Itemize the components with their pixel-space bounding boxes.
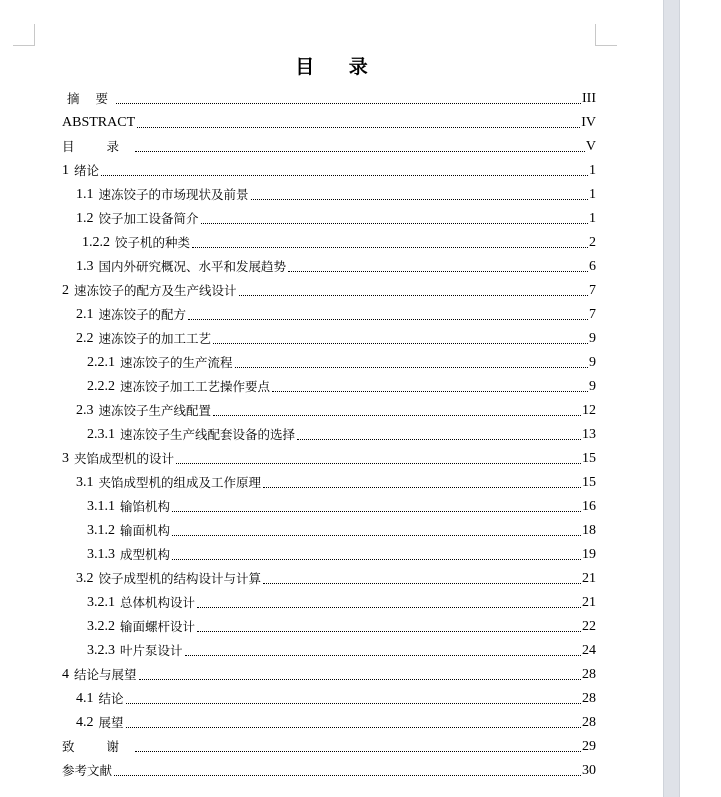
toc-entry-page-number: III <box>582 91 596 106</box>
toc-entry[interactable] <box>62 710 596 734</box>
toc-entry-page-number: 21 <box>582 571 596 586</box>
toc-entry-number: 2.2.1 <box>87 355 115 370</box>
dot-leader <box>176 462 581 464</box>
dot-leader <box>297 438 581 440</box>
dot-leader <box>192 246 588 248</box>
dot-leader <box>263 486 581 488</box>
toc-entry-number: 2.3 <box>76 403 94 418</box>
dot-leader <box>101 174 588 176</box>
toc-entry[interactable] <box>62 518 596 542</box>
toc-entry[interactable] <box>62 110 596 134</box>
dot-leader <box>139 678 581 680</box>
toc-entry-label: 输面机构 <box>120 523 171 538</box>
right-background <box>680 0 721 797</box>
toc-entry-page-number: 21 <box>582 595 596 610</box>
toc-entry-number: 3.2 <box>76 571 94 586</box>
toc-entry[interactable] <box>62 302 596 326</box>
toc-entry-label: 输馅机构 <box>120 499 171 514</box>
toc-entry-number: 3.2.1 <box>87 595 115 610</box>
toc-entry[interactable] <box>62 758 596 782</box>
toc-entry-label: 目 录 <box>62 139 133 154</box>
toc-entry[interactable] <box>62 542 596 566</box>
toc-entry-number: 4 <box>62 667 69 682</box>
toc-entry-label: 国内外研究概况、水平和发展趋势 <box>98 259 287 274</box>
toc-entry-label: 结论与展望 <box>74 667 137 682</box>
toc-entry-number: 3.1.2 <box>87 523 115 538</box>
dot-leader <box>137 126 580 128</box>
dot-leader <box>201 222 588 224</box>
toc-entry-label: 速冻饺子的加工工艺 <box>98 331 212 346</box>
dot-leader <box>188 318 588 320</box>
toc-entry-page-number: 1 <box>589 187 596 202</box>
toc-entry-label: 总体机构设计 <box>120 595 196 610</box>
toc-entry-page-number: V <box>585 139 596 154</box>
toc-entry[interactable] <box>62 734 596 758</box>
toc-entry-number: 3.1.3 <box>87 547 115 562</box>
toc-entry-label: 速冻饺子生产线配套设备的选择 <box>120 427 296 442</box>
dot-leader <box>197 630 581 632</box>
toc-entry-page-number: 28 <box>582 715 596 730</box>
dot-leader <box>197 606 581 608</box>
page-gutter <box>663 0 680 797</box>
toc-entry-label: 夹馅成型机的组成及工作原理 <box>98 475 262 490</box>
toc-entry-page-number: 1 <box>589 163 596 178</box>
toc-entry-number: 3.1 <box>76 475 94 490</box>
dot-leader <box>263 582 581 584</box>
toc-entry-label: 饺子机的种类 <box>115 235 191 250</box>
toc-entry-page-number: 12 <box>582 403 596 418</box>
toc-entry-page-number: 28 <box>582 667 596 682</box>
toc-entry-page-number: 19 <box>582 547 596 562</box>
toc-entry[interactable] <box>62 350 596 374</box>
dot-leader <box>239 294 588 296</box>
toc-entry-number: 3.2.3 <box>87 643 115 658</box>
toc-entry-number: 4.2 <box>76 715 94 730</box>
dot-leader <box>213 414 581 416</box>
dot-leader <box>126 726 581 728</box>
toc-entry-page-number: 6 <box>589 259 596 274</box>
toc-title: 目 录 <box>295 56 382 78</box>
toc-entry-label: 致 谢 <box>62 739 133 754</box>
toc-entry-label: 饺子成型机的结构设计与计算 <box>98 571 262 586</box>
toc-entry-number: 2 <box>62 283 69 298</box>
toc-entry-number: 2.1 <box>76 307 94 322</box>
toc-entry-page-number: 28 <box>582 691 596 706</box>
dot-leader <box>213 342 588 344</box>
toc-entry-number: 2.2 <box>76 331 94 346</box>
toc-entry-label: 参考文献 <box>62 763 113 778</box>
toc-entry[interactable] <box>62 662 596 686</box>
toc-entry[interactable] <box>62 86 596 110</box>
toc-entry-number: 3 <box>62 451 69 466</box>
toc-entry[interactable] <box>62 398 596 422</box>
toc-entry[interactable] <box>62 470 596 494</box>
toc-entry-label: 速冻饺子的配方及生产线设计 <box>74 283 237 298</box>
toc-entry-label: 夹馅成型机的设计 <box>74 451 175 466</box>
toc-entry[interactable] <box>62 494 596 518</box>
toc-entry-page-number: 1 <box>589 211 596 226</box>
toc-entry-label: 速冻饺子的生产流程 <box>120 355 233 370</box>
dot-leader <box>135 750 581 752</box>
toc-entry[interactable] <box>62 182 596 206</box>
toc-entry[interactable] <box>62 446 596 470</box>
toc-entry[interactable] <box>62 254 596 278</box>
dot-leader <box>235 366 588 368</box>
toc-entry-label: 饺子加工设备简介 <box>98 211 199 226</box>
toc-entry-page-number: 24 <box>582 643 596 658</box>
toc-entry-label: 成型机构 <box>120 547 171 562</box>
table-of-contents <box>62 86 596 782</box>
dot-leader <box>172 558 581 560</box>
toc-entry-page-number: 22 <box>582 619 596 634</box>
toc-entry-page-number: 15 <box>582 475 596 490</box>
toc-entry-page-number: 18 <box>582 523 596 538</box>
toc-entry[interactable] <box>62 614 596 638</box>
toc-entry[interactable] <box>62 278 596 302</box>
toc-entry[interactable] <box>62 638 596 662</box>
toc-entry-label: 速冻饺子的市场现状及前景 <box>98 187 249 202</box>
toc-entry-number: 2.3.1 <box>87 427 115 442</box>
dot-leader <box>251 198 588 200</box>
dot-leader <box>185 654 581 656</box>
dot-leader <box>272 390 588 392</box>
dot-leader <box>172 534 581 536</box>
toc-entry-label: ABSTRACT <box>62 115 136 130</box>
toc-entry[interactable] <box>62 158 596 182</box>
toc-entry-number: 1 <box>62 163 69 178</box>
toc-entry-number: 2.2.2 <box>87 379 115 394</box>
dot-leader <box>116 102 581 104</box>
toc-entry-page-number: 29 <box>582 739 596 754</box>
toc-entry-label: 速冻饺子加工工艺操作要点 <box>120 379 271 394</box>
toc-entry-number: 1.3 <box>76 259 94 274</box>
toc-entry[interactable] <box>62 326 596 350</box>
toc-entry-label: 展望 <box>98 715 124 730</box>
dot-leader <box>135 150 585 152</box>
toc-entry-label: 输面螺杆设计 <box>120 619 196 634</box>
toc-entry-number: 1.2.2 <box>82 235 110 250</box>
toc-entry-number: 3.2.2 <box>87 619 115 634</box>
toc-entry-number: 3.1.1 <box>87 499 115 514</box>
toc-entry[interactable] <box>62 566 596 590</box>
toc-entry-label: 速冻饺子的配方 <box>98 307 187 322</box>
toc-entry-label: 速冻饺子生产线配置 <box>98 403 212 418</box>
toc-entry-page-number: 15 <box>582 451 596 466</box>
dot-leader <box>126 702 581 704</box>
toc-entry-page-number: 9 <box>589 331 596 346</box>
toc-entry-number: 4.1 <box>76 691 94 706</box>
toc-entry-label: 结论 <box>98 691 124 706</box>
toc-entry[interactable] <box>62 230 596 254</box>
toc-entry[interactable] <box>62 206 596 230</box>
toc-entry-page-number: IV <box>581 115 596 130</box>
toc-entry-page-number: 9 <box>589 355 596 370</box>
toc-entry[interactable] <box>62 422 596 446</box>
dot-leader <box>172 510 581 512</box>
toc-entry-number: 1.2 <box>76 211 94 226</box>
toc-entry-page-number: 16 <box>582 499 596 514</box>
toc-entry-number: 1.1 <box>76 187 94 202</box>
toc-entry-page-number: 7 <box>589 283 596 298</box>
toc-entry[interactable] <box>62 374 596 398</box>
toc-entry[interactable] <box>62 590 596 614</box>
dot-leader <box>114 774 581 776</box>
toc-entry-page-number: 2 <box>589 235 596 250</box>
crop-mark-top-right <box>595 24 617 46</box>
toc-entry[interactable] <box>62 686 596 710</box>
toc-entry-page-number: 13 <box>582 427 596 442</box>
toc-entry-page-number: 9 <box>589 379 596 394</box>
toc-entry-label: 绪论 <box>74 163 100 178</box>
toc-entry-label: 摘 要 <box>67 91 114 106</box>
crop-mark-top-left <box>13 24 35 46</box>
toc-entry[interactable] <box>62 134 596 158</box>
toc-entry-label: 叶片泵设计 <box>120 643 183 658</box>
toc-entry-page-number: 30 <box>582 763 596 778</box>
toc-entry-page-number: 7 <box>589 307 596 322</box>
dot-leader <box>288 270 588 272</box>
